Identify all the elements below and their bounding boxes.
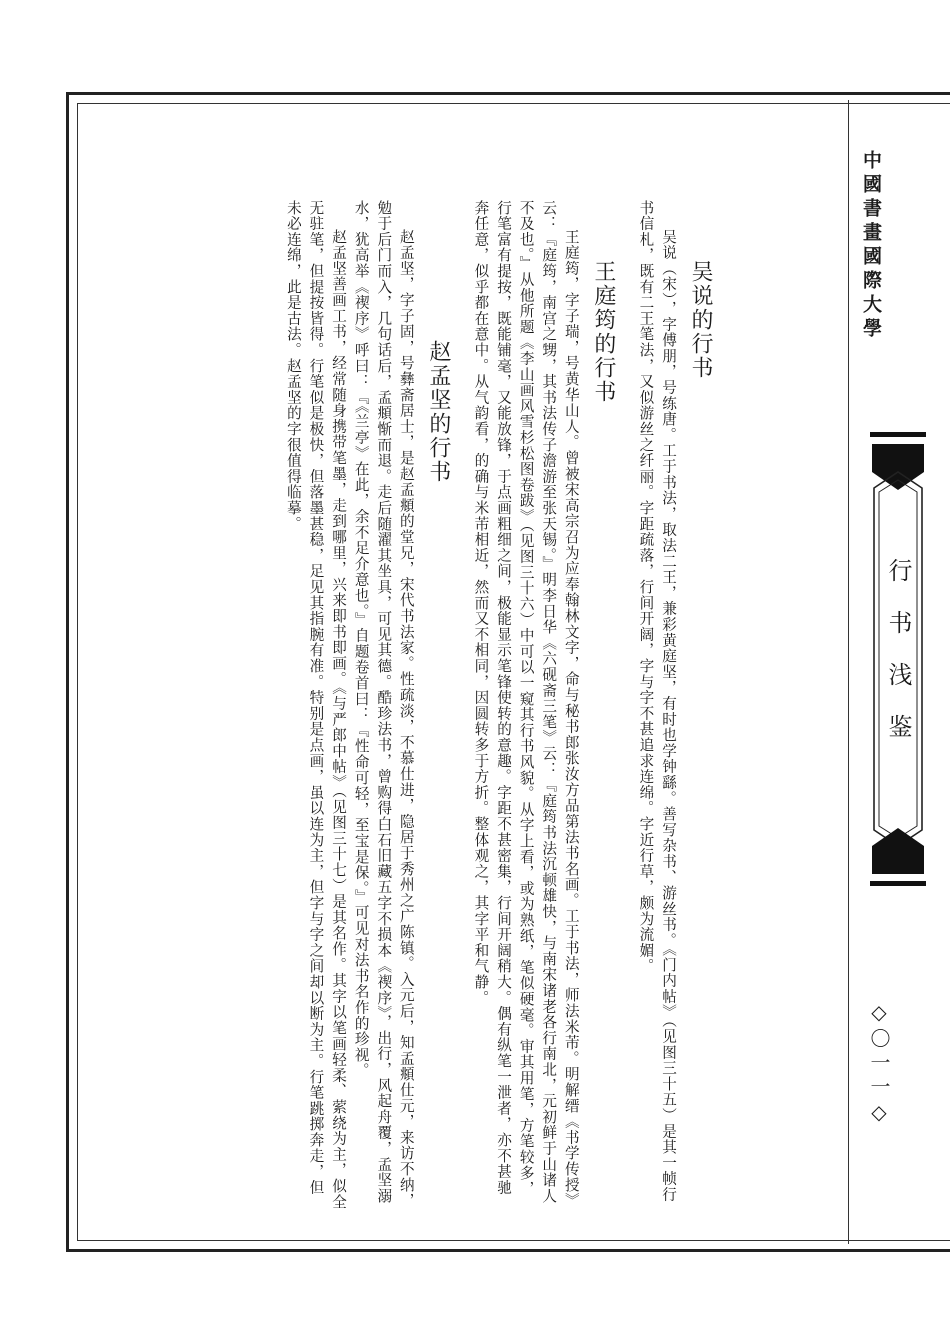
paragraph-wang-tingyun: 王庭筠，字子瑞，号黄华山人。曾被宋高宗召为应奉翰林文字，命与秘书郎张汝方品第法书名画。工于书法，师法米芾。明解缙《书学传授》云：『庭筠，南宫之甥，其书法传子澹游至张天锡。』明李日华《六砚斋三笔》云：『庭筠书法沉顿雄快，与南宋诸老各行南北，元初鲜于山诸人不及也。』从他所题《李山画风雪杉松图卷跋》（见图三十六）中可以一窥其行书风貌。从字上看，或为熟纸，笔似硬毫。审其用笔，方笔较多，行笔富有提按，既能铺毫，又能放锋，于点画粗细之间，极能显示笔锋使转的意趣。字距不甚密集，行间开阔稍大。偶有纵笔一泄者，亦不甚驰奔任意，似乎都在意中。从气韵看，的确与米芾相近，然而又不相同，因圆转多于方折。整体观之，其字平和气静。 <box>472 200 580 1209</box>
section-title-wu-shuo: 吴说的行书 <box>688 260 713 380</box>
book-title: 行书浅鉴 <box>884 558 912 766</box>
book-title-plaque <box>870 432 926 886</box>
paragraph-wu-shuo: 吴说（宋），字傅朋，号练唐。工于书法，取法二王，兼彩黄庭坚，有时也学钟繇。善写杂书、游丝书。《门内帖》（见图三十五）是其一帧行书信札，既有二王笔法，又似游丝之纤丽。字距疏落，行间开阔，字与字不甚追求连绵。字近行草，颇为流媚。 <box>637 200 677 1203</box>
paragraph-zhao-mengjian-2: 赵孟坚善画工书，经常随身携带笔墨，走到哪里，兴来即书即画。《与严郎中帖》（见图三十七）是其名作。其字以笔画轻柔、萦绕为主，似全无驻笔，但提按皆得。行笔似是极快，但落墨甚稳，足见其指腕有准。特别是点画，虽以连为主，但字与字之间却以断为主。行笔跳掷奔走，但未必连绵，此是古法。赵孟坚的字很值得临摹。 <box>284 200 348 1210</box>
paragraph-zhao-mengjian-1: 赵孟坚，字子固，号彝斋居士，是赵孟頫的堂兄，宋代书法家。性疏淡，不慕仕进，隐居于秀州之广陈镇。入元后，知孟頫仕元，来访不纳，勉于后门而入，几句话后，孟頫惭而退。走后随濯其坐具，可见其德。酷珍法书，曾购得白石旧藏五字不损本《禊序》，出行，风起舟覆，孟坚溺水，犹高举《禊序》呼曰：『《兰亭》在此，余不足介意也。』自题卷首曰：『性命可轻，至宝是保。』可见对法书名作的珍视。 <box>352 200 415 1209</box>
article-body <box>178 200 723 1210</box>
sidebar-divider <box>848 100 849 1244</box>
section-title-zhao-mengjian: 赵孟坚的行书 <box>425 340 451 484</box>
school-name: 中國書畫國際大學 <box>860 150 882 342</box>
page-number: ◇〇一一◇ <box>867 1000 891 1128</box>
section-title-wang-tingyun: 王庭筠的行书 <box>590 260 616 404</box>
